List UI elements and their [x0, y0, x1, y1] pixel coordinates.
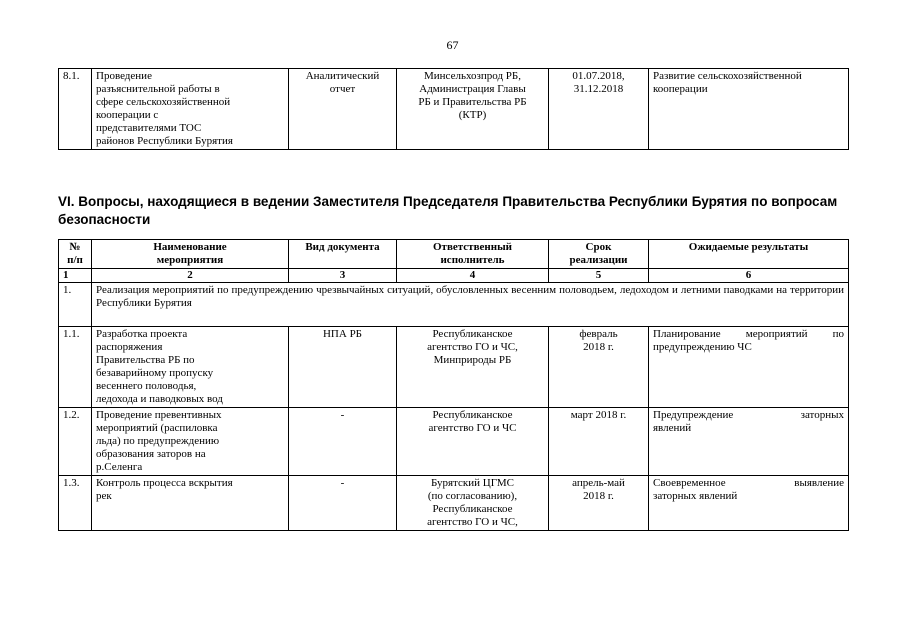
column-number: 3 [289, 269, 397, 283]
activities-table [58, 239, 849, 531]
column-number: 2 [92, 269, 289, 283]
row-number: 8.1. [59, 69, 92, 150]
column-number: 4 [397, 269, 549, 283]
page-number: 67 [446, 38, 459, 52]
implementation-term: март 2018 г. [549, 408, 649, 476]
header-doc: Вид документа [289, 240, 397, 269]
table-row [59, 327, 849, 408]
row-number: 1.2. [59, 408, 92, 476]
previous-section-table [58, 68, 849, 150]
table-row [59, 408, 849, 476]
column-number: 6 [649, 269, 849, 283]
responsible-executor: Республиканское агентство ГО и ЧС [397, 408, 549, 476]
implementation-term: февраль 2018 г. [549, 327, 649, 408]
row-number: 1.3. [59, 476, 92, 531]
expected-result: Предупреждение заторных явлений [649, 408, 849, 476]
document-type: - [289, 476, 397, 531]
header-result: Ожидаемые результаты [649, 240, 849, 269]
expected-result: Развитие сельскохозяйственной кооперации [649, 69, 849, 150]
responsible-executor: Бурятский ЦГМС (по согласованию), Республиканское агентство ГО и ЧС, [397, 476, 549, 531]
header-num: № п/п [59, 240, 92, 269]
responsible-executor: Минсельхозпрод РБ, Администрация Главы РБ и Правительства РБ (КТР) [397, 69, 549, 150]
header-name: Наименование мероприятия [92, 240, 289, 269]
activity-name: Контроль процесса вскрытия рек [92, 476, 289, 531]
document-type: Аналитический отчет [289, 69, 397, 150]
column-number: 1 [59, 269, 92, 283]
header-exec: Ответственный исполнитель [397, 240, 549, 269]
implementation-term: 01.07.2018, 31.12.2018 [549, 69, 649, 150]
expected-result: Планирование мероприятий по предупреждению ЧС [649, 327, 849, 408]
activity-name: Проведение превентивных мероприятий (распиловка льда) по предупреждению образования заторов на р.Селенга [92, 408, 289, 476]
activity-name: Разработка проекта распоряжения Правительства РБ по безаварийному пропуску весеннего половодья, ледохода и паводковых вод [92, 327, 289, 408]
group-text: Реализация мероприятий по предупреждению чрезвычайных ситуаций, обусловленных весенним половодьем, ледоходом и летними паводками на территории Республики Бурятия [92, 283, 849, 327]
column-number: 5 [549, 269, 649, 283]
expected-result: Своевременное выявление заторных явлений [649, 476, 849, 531]
responsible-executor: Республиканское агентство ГО и ЧС, Минприроды РБ [397, 327, 549, 408]
group-number: 1. [59, 283, 92, 327]
group-row [59, 283, 849, 327]
table-header-row [59, 240, 849, 269]
column-number-row [59, 269, 849, 283]
section-heading: VI. Вопросы, находящиеся в ведении Заместителя Председателя Правительства Республики Бурятия по вопросам безопасности [58, 194, 838, 227]
row-number: 1.1. [59, 327, 92, 408]
document-type: НПА РБ [289, 327, 397, 408]
header-term: Срок реализации [549, 240, 649, 269]
table-row [59, 69, 849, 150]
table-row [59, 476, 849, 531]
document-type: - [289, 408, 397, 476]
implementation-term: апрель-май 2018 г. [549, 476, 649, 531]
activity-name: Проведение разъяснительной работы в сфере сельскохозяйственной кооперации с представителями ТОС районов Республики Бурятия [92, 69, 289, 150]
